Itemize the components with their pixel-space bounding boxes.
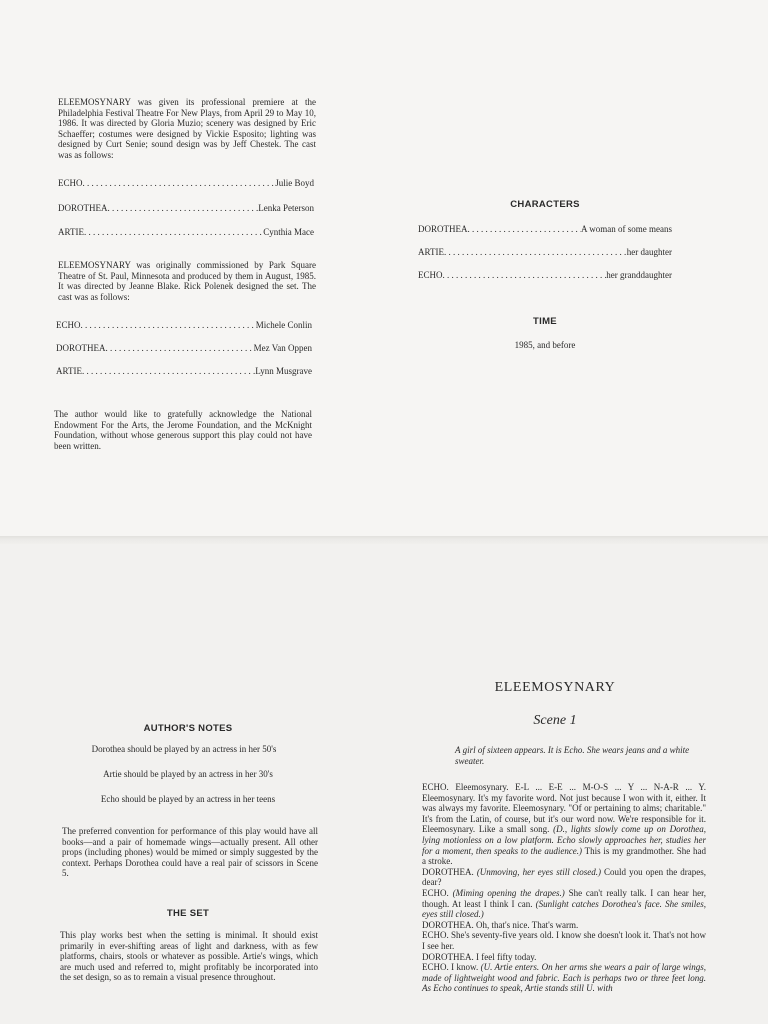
note-dorothea: Dorothea should be played by an actress in her 50's bbox=[91, 744, 277, 754]
characters-heading: CHARACTERS bbox=[510, 199, 580, 210]
character-desc: her granddaughter bbox=[606, 270, 672, 280]
note-artie: Artie should be played by an actress in her 30's bbox=[103, 769, 273, 779]
authors-notes-heading: AUTHOR'S NOTES bbox=[143, 723, 233, 734]
script-line bbox=[422, 867, 706, 888]
stage-direction: (D., lights slowly come up on Dorothea, lying motionless on a low platform. Echo slowly approaches her, studies her for a moment, then speaks to the audience.) bbox=[422, 824, 707, 856]
character-name: DOROTHEA bbox=[418, 224, 468, 234]
play-title: ELEEMOSYNARY bbox=[494, 680, 616, 695]
leader-dots bbox=[81, 320, 256, 330]
cast-role: ARTIE bbox=[58, 227, 84, 237]
stage-direction: (Miming opening the drapes.) bbox=[452, 887, 565, 898]
convention-paragraph: The preferred convention for performance of this play would have all books—and a pair of homemade wings—actually present. All other props (including phones) would be mimed or simply suggested by the context. Perhaps Dorothea could have a real pair of scissors in Scene 5. bbox=[62, 826, 318, 879]
cast-actor: Michele Conlin bbox=[255, 320, 312, 330]
script-line bbox=[422, 920, 706, 931]
leader-dots bbox=[444, 247, 627, 257]
cast-role: ECHO bbox=[56, 320, 81, 330]
cast-actor: Mez Van Oppen bbox=[253, 343, 312, 353]
script-line bbox=[422, 952, 706, 963]
dialogue-text: This is my grandmother. She had a stroke. bbox=[422, 845, 706, 867]
scene-title: Scene 1 bbox=[533, 713, 577, 728]
dialogue-text: She can't really talk. I can hear her, though. At least I think I can. bbox=[422, 887, 707, 909]
cast2-row-echo bbox=[56, 320, 312, 330]
script-body bbox=[422, 782, 706, 994]
character-row-echo bbox=[418, 270, 672, 280]
character-row-dorothea bbox=[418, 224, 672, 234]
stage-direction: (Unmoving, her eyes still closed.) bbox=[476, 866, 601, 877]
script-line bbox=[422, 782, 706, 867]
dialogue-text: ECHO. bbox=[422, 887, 453, 898]
cast-actor: Lynn Musgrave bbox=[255, 366, 312, 376]
cast-role: ECHO bbox=[58, 178, 83, 188]
leader-dots bbox=[82, 366, 255, 376]
dialogue-text: DOROTHEA. bbox=[422, 866, 477, 877]
time-heading: TIME bbox=[533, 316, 557, 327]
time-value: 1985, and before bbox=[514, 340, 576, 350]
leader-dots bbox=[106, 343, 254, 353]
cast-role: DOROTHEA bbox=[58, 203, 108, 213]
dialogue-text: ECHO. I know. bbox=[422, 962, 481, 973]
cast-actor: Lenka Peterson bbox=[258, 203, 314, 213]
character-name: ARTIE bbox=[418, 247, 444, 257]
cast2-row-artie bbox=[56, 366, 312, 376]
note-echo: Echo should be played by an actress in her teens bbox=[100, 794, 276, 804]
opening-stage-direction: A girl of sixteen appears. It is Echo. She wears jeans and a white sweater. bbox=[455, 745, 690, 766]
character-desc: her daughter bbox=[626, 247, 672, 257]
character-name: ECHO bbox=[418, 270, 443, 280]
leader-dots bbox=[443, 270, 607, 280]
cast1-row-artie bbox=[58, 227, 314, 237]
cast-actor: Cynthia Mace bbox=[263, 227, 314, 237]
cast1-row-dorothea bbox=[58, 203, 314, 213]
cast1-row-echo bbox=[58, 178, 314, 188]
acknowledgement-paragraph: The author would like to gratefully acknowledge the National Endowment For the Arts, the Jerome Foundation, and the McKnight Foundation, without whose generous support this play could not have been written. bbox=[54, 409, 312, 451]
dialogue-text: DOROTHEA. I feel fifty today. bbox=[422, 951, 537, 962]
cast-role: DOROTHEA bbox=[56, 343, 106, 353]
the-set-heading: THE SET bbox=[166, 908, 210, 919]
dialogue-text: Could you open the drapes, dear? bbox=[422, 866, 707, 888]
cast-role: ARTIE bbox=[56, 366, 82, 376]
commission-paragraph: ELEEMOSYNARY was originally commissioned by Park Square Theatre of St. Paul, Minnesota and produced by them in August, 1985. It was directed by Jeanne Blake. Rick Polenek designed the set. The cast was as follows: bbox=[58, 260, 316, 302]
leader-dots bbox=[108, 203, 259, 213]
cast2-row-dorothea bbox=[56, 343, 312, 353]
page-fold bbox=[0, 536, 768, 544]
stage-direction: (Sunlight catches Dorothea's face. She smiles, eyes still closed.) bbox=[422, 898, 706, 920]
dialogue-text: ECHO. Eleemosynary. E-L ... E-E ... M-O-S ... Y ... N-A-R ... Y. Eleemosynary. It's my favorite word. Not just because I won with it, either. It was always my favorite. Eleemosynary. "Of or pertaining to alms; charitable." It's from the Latin, of course, but it's our word now. We're responsible for it. Eleemosynary. Like a small song. bbox=[422, 782, 706, 835]
cast-actor: Julie Boyd bbox=[275, 178, 314, 188]
script-line bbox=[422, 888, 706, 920]
dialogue-text: DOROTHEA. Oh, that's nice. That's warm. bbox=[422, 919, 579, 930]
leader-dots bbox=[84, 227, 263, 237]
leader-dots bbox=[83, 178, 276, 188]
character-desc: A woman of some means bbox=[581, 224, 672, 234]
leader-dots bbox=[468, 224, 582, 234]
character-row-artie bbox=[418, 247, 672, 257]
set-paragraph: This play works best when the setting is minimal. It should exist primarily in ever-shifting areas of light and darkness, with as few platforms, chairs, stools or whatever as possible. Artie's wings, which are much used and referred to, might profitably be incorporated into the set design, so as to remain a visual presence throughout. bbox=[60, 930, 318, 983]
dialogue-text: ECHO. She's seventy-five years old. I know she doesn't look it. That's not how I see her. bbox=[422, 930, 706, 951]
script-line bbox=[422, 962, 706, 994]
script-line bbox=[422, 930, 706, 951]
stage-direction: (U. Artie enters. On her arms she wears a pair of large wings, made of lightweight wood and fabric. Each is perhaps two or three feet long. As Echo continues to speak, Artie stands still U. with bbox=[422, 962, 706, 994]
premiere-paragraph: ELEEMOSYNARY was given its professional premiere at the Philadelphia Festival Theatre For New Plays, from April 29 to May 10, 1986. It was directed by Gloria Muzio; scenery was designed by Eric Schaeffer; costumes were designed by Vickie Esposito; lighting was designed by Curt Senie; sound design was by Jeff Chestek. The cast was as follows: bbox=[58, 97, 316, 160]
